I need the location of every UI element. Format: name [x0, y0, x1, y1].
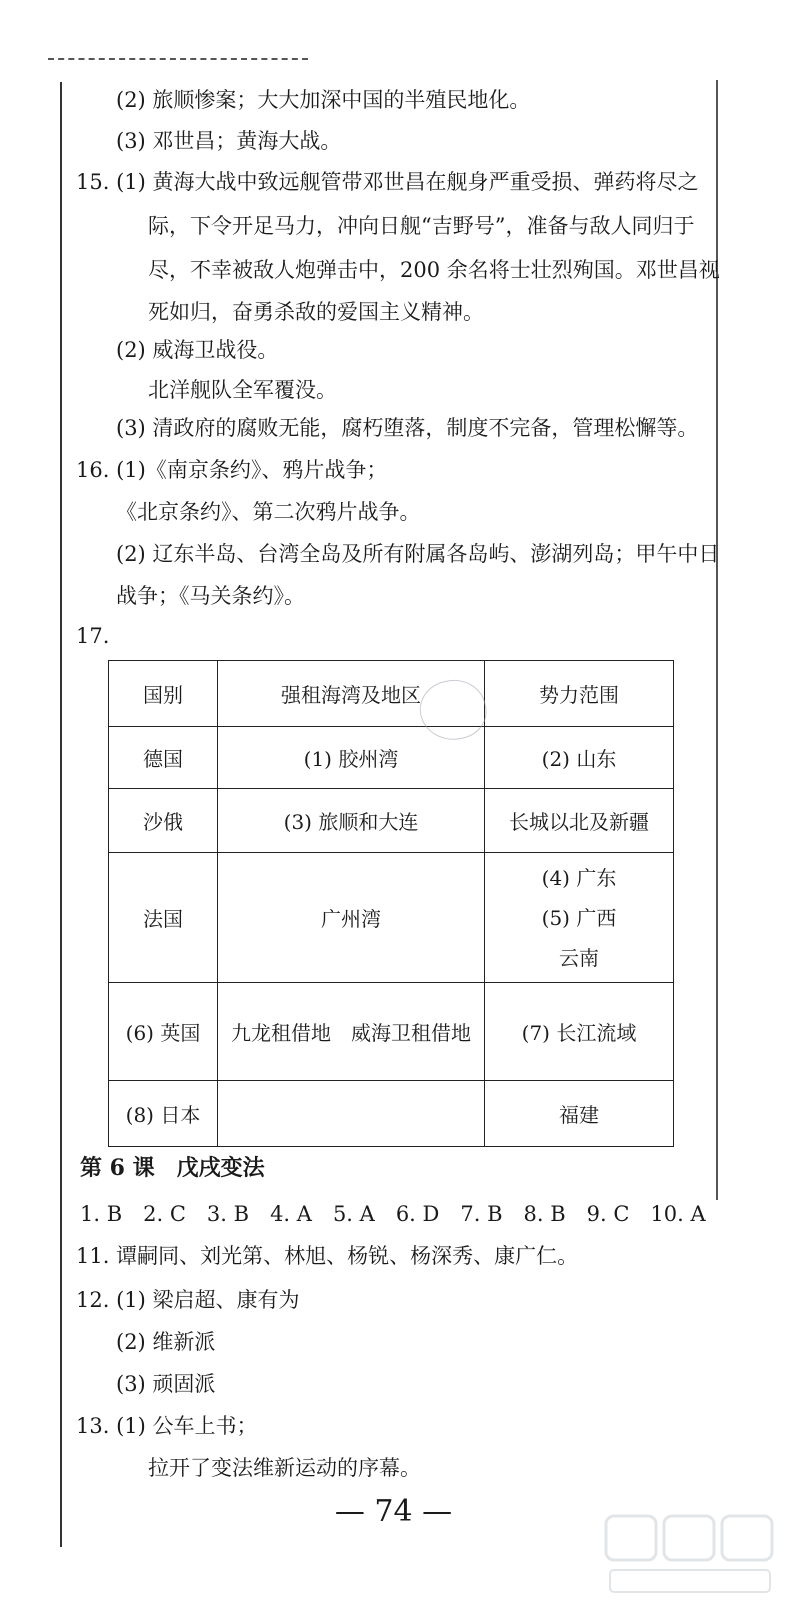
table-cell: (2) 山东: [485, 727, 674, 789]
answer-line: 《北京条约》、第二次鸦片战争。: [116, 500, 421, 524]
answer-line: (2) 威海卫战役。: [116, 338, 279, 362]
table-cell-line: (5) 广西: [541, 905, 617, 930]
table-cell: (3) 旅顺和大连: [218, 789, 485, 853]
table-cell: 广州湾: [218, 853, 485, 983]
table-cell: 福建: [485, 1081, 674, 1147]
answer-line: (3) 清政府的腐败无能，腐朽堕落，制度不完备，管理松懈等。: [116, 416, 699, 440]
table-cell: (8) 日本: [109, 1081, 218, 1147]
answer-line: 12. (1) 梁启超、康有为: [76, 1288, 300, 1312]
answer-line: 13. (1) 公车上书；: [76, 1414, 258, 1438]
answer-line: 拉开了变法维新运动的序幕。: [148, 1456, 421, 1480]
answer-line: 11. 谭嗣同、刘光第、林旭、杨锐、杨深秀、康广仁。: [76, 1244, 579, 1268]
right-margin-rule: [716, 80, 718, 1200]
table-cell-multiline: [485, 853, 674, 983]
answer-line: 1. B 2. C 3. B 4. A 5. A 6. D 7. B 8. B 9. C 10. A: [80, 1202, 706, 1226]
table-cell: (6) 英国: [109, 983, 218, 1081]
answer-line: (3) 邓世昌；黄海大战。: [116, 129, 342, 153]
left-margin-rule: [60, 82, 62, 1547]
answer-line: (2) 旅顺惨案；大大加深中国的半殖民地化。: [116, 88, 531, 112]
answer-line: (2) 辽东半岛、台湾全岛及所有附属各岛屿、澎湖列岛；甲午中日: [116, 542, 720, 566]
top-dashed-rule: [48, 58, 308, 60]
table-cell: 长城以北及新疆: [485, 789, 674, 853]
section-title: 第 6 课 戊戌变法: [80, 1155, 265, 1181]
answer-line: (2) 维新派: [116, 1330, 216, 1354]
table-header-row: [109, 661, 674, 727]
answer-line: 死如归，奋勇杀敌的爱国主义精神。: [148, 300, 484, 324]
answer-line: 15. (1) 黄海大战中致远舰管带邓世昌在舰身严重受损、弹药将尽之: [76, 170, 699, 194]
question-number: 17.: [76, 624, 110, 648]
table-cell-line: 云南: [559, 945, 599, 970]
spheres-of-influence-table: [108, 660, 674, 1147]
site-logo-watermark: [600, 1508, 780, 1598]
answer-line: 北洋舰队全军覆没。: [148, 378, 337, 402]
table-row: [109, 727, 674, 789]
answer-line: 际，下令开足马力，冲向日舰“吉野号”，准备与敌人同归于: [148, 214, 695, 238]
table-cell: (1) 胶州湾: [218, 727, 485, 789]
answer-line: 战争；《马关条约》。: [116, 584, 305, 608]
table-cell: 沙俄: [109, 789, 218, 853]
table-header-cell: 强租海湾及地区: [218, 661, 485, 727]
table-cell: (7) 长江流域: [485, 983, 674, 1081]
answer-line: (3) 顽固派: [116, 1372, 216, 1396]
answer-line: 尽，不幸被敌人炮弹击中，200 余名将士壮烈殉国。邓世昌视: [148, 258, 720, 282]
table-header-cell: 势力范围: [485, 661, 674, 727]
page-number: — 74 —: [334, 1494, 453, 1529]
table-cell-line: (4) 广东: [541, 865, 617, 890]
table-cell: 德国: [109, 727, 218, 789]
table-cell: 法国: [109, 853, 218, 983]
table-row: [109, 983, 674, 1081]
table-cell: [218, 1081, 485, 1147]
table-cell: 九龙租借地 威海卫租借地: [218, 983, 485, 1081]
answer-line: 16. (1)《南京条约》、鸦片战争；: [76, 458, 388, 482]
table-row: [109, 1081, 674, 1147]
table-row: [109, 789, 674, 853]
table-header-cell: 国别: [109, 661, 218, 727]
table-row: [109, 853, 674, 983]
